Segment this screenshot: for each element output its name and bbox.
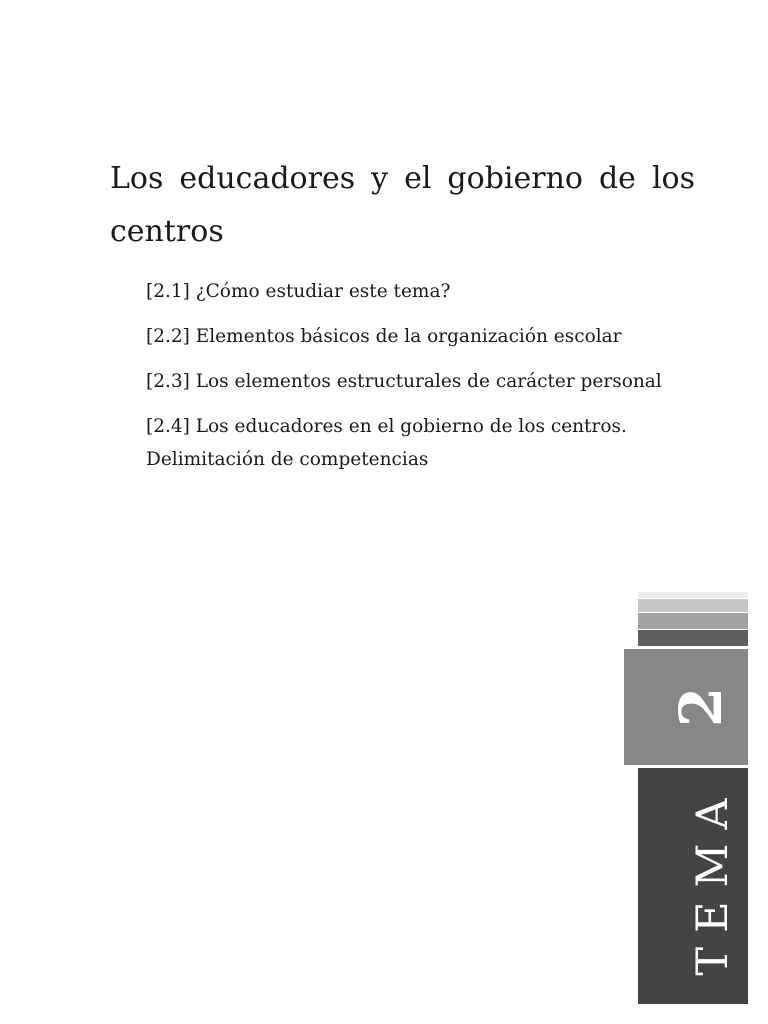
- tab-stripe-midgray: [638, 613, 748, 629]
- toc-item-2-3: [2.3] Los elementos estructurales de carácter personal: [146, 371, 662, 392]
- tab-stripe-light: [638, 592, 748, 598]
- toc-item-2-1: [2.1] ¿Cómo estudiar este tema?: [146, 281, 451, 302]
- chapter-tab: [624, 592, 748, 1004]
- chapter-label: TEMA: [688, 784, 738, 976]
- tab-stripe-lightgray: [638, 599, 748, 612]
- chapter-label-box: [638, 768, 748, 1004]
- tab-stripe-dark: [638, 630, 748, 646]
- page-title: Los educadores y el gobierno de los centros: [110, 161, 695, 249]
- chapter-number-box: [624, 649, 748, 765]
- toc-item-2-4: [2.4] Los educadores en el gobierno de los centros. Delimitación de competencias: [146, 416, 627, 470]
- chapter-number: 2: [666, 686, 735, 728]
- toc-item-2-2: [2.2] Elementos básicos de la organización escolar: [146, 326, 622, 347]
- table-of-contents: [146, 275, 736, 488]
